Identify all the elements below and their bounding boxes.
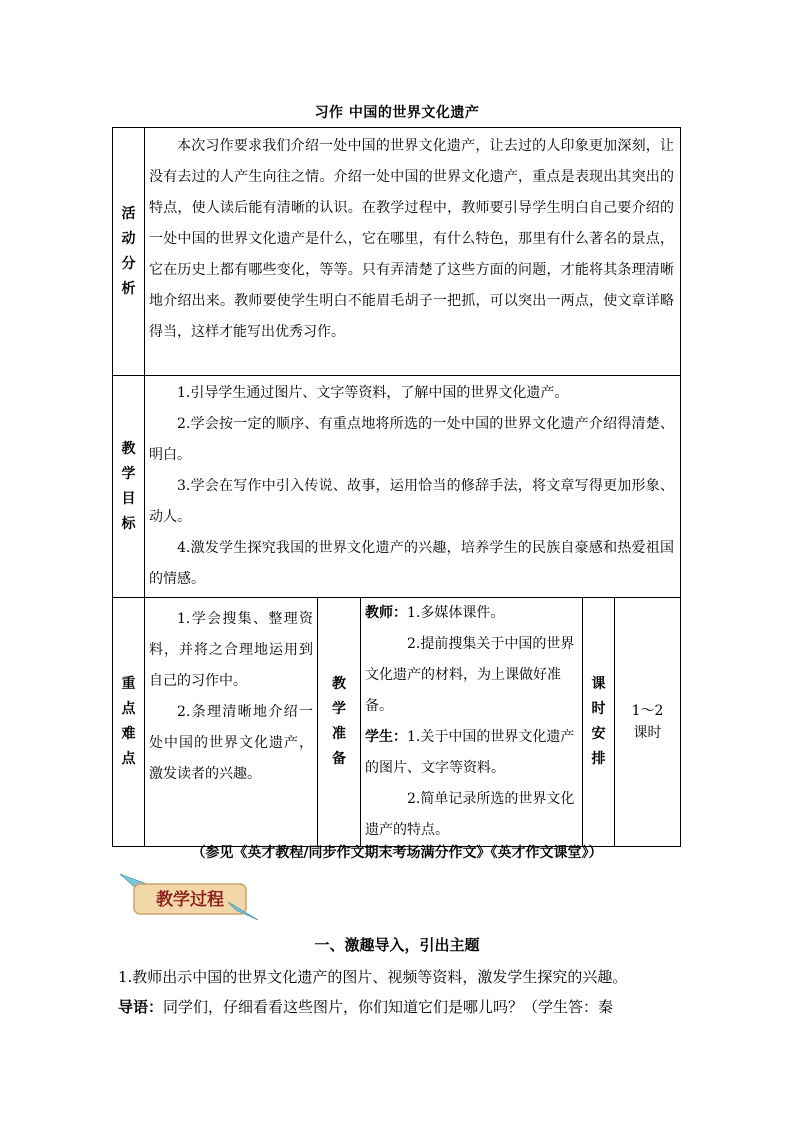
teacher-prep-1: 教师：1.多媒体课件。 bbox=[365, 605, 505, 621]
teaching-process-badge bbox=[120, 872, 260, 922]
body-paragraph-2: 导语：同学们，仔细看看这些图片，你们知道它们是哪儿吗？（学生答：秦 bbox=[118, 998, 614, 1016]
goal-item: 3.学会在写作中引入传说、故事，运用恰当的修辞手法，将文章写得更加形象、动人。 bbox=[149, 478, 674, 525]
keypoint-item: 2.条理清晰地介绍一处中国的世界文化遗产，激发读者的兴趣。 bbox=[149, 704, 313, 782]
teacher-prep-2: 2.提前搜集关于中国的世界文化遗产的材料，为上课做好准备。 bbox=[365, 636, 575, 714]
keypoints-row bbox=[113, 598, 681, 847]
activity-text: 本次习作要求我们介绍一处中国的世界文化遗产，让去过的人印象更加深刻，让没有去过的人产生向往之情。介绍一处中国的世界文化遗产，重点是表现出其突出的特点，使人读后能有清晰的认识。在教学过程中，教师要引导学生明白自己要介绍的一处中国的世界文化遗产是什么，它在哪里，有什么特色，那里有什么著名的景点，它在历史上都有哪些变化，等等。只有弄清楚了这些方面的问题，才能将其条理清晰地介绍出来。教师要使学生明白不能眉毛胡子一把抓，可以突出一两点，使文章详略得当，这样才能写出优秀习作。 bbox=[149, 138, 674, 340]
activity-row bbox=[113, 128, 681, 376]
goal-item: 2.学会按一定的顺序、有重点地将所选的一处中国的世界文化遗产介绍得清楚、明白。 bbox=[149, 416, 674, 463]
lesson-plan-table bbox=[112, 127, 681, 847]
activity-label: 活 动 分 析 bbox=[113, 128, 145, 376]
body-paragraph-1: 1.教师出示中国的世界文化遗产的图片、视频等资料，激发学生探究的兴趣。 bbox=[118, 968, 628, 986]
goals-label: 教 学 目 标 bbox=[113, 376, 145, 598]
page-title: 习作 中国的世界文化遗产 bbox=[314, 105, 480, 121]
section-title: 一、激趣导入，引出主题 bbox=[314, 936, 480, 954]
student-prep-1: 学生：1.关于中国的世界文化遗产的图片、文字等资料。 bbox=[365, 729, 575, 776]
badge-text: 教学过程 bbox=[156, 890, 224, 910]
preparation-label: 教 学 准 备 bbox=[318, 598, 361, 847]
goal-item: 1.引导学生通过图片、文字等资料，了解中国的世界文化遗产。 bbox=[177, 385, 569, 401]
goal-item: 4.激发学生探究我国的世界文化遗产的兴趣，培养学生的民族自豪感和热爱祖国的情感。 bbox=[149, 540, 674, 587]
schedule-label: 课 时 安 排 bbox=[583, 598, 615, 847]
goals-row bbox=[113, 376, 681, 598]
student-prep-2: 2.简单记录所选的世界文化遗产的特点。 bbox=[365, 791, 575, 838]
reference-note: （参见《英才教程/同步作文期末考场满分作文》《英才作文课堂》） bbox=[191, 845, 603, 861]
keypoint-item: 1.学会搜集、整理资料，并将之合理地运用到自己的习作中。 bbox=[149, 611, 313, 689]
keypoints-label: 重 点 难 点 bbox=[113, 598, 145, 847]
schedule-value: 1～2课时 bbox=[615, 598, 681, 847]
